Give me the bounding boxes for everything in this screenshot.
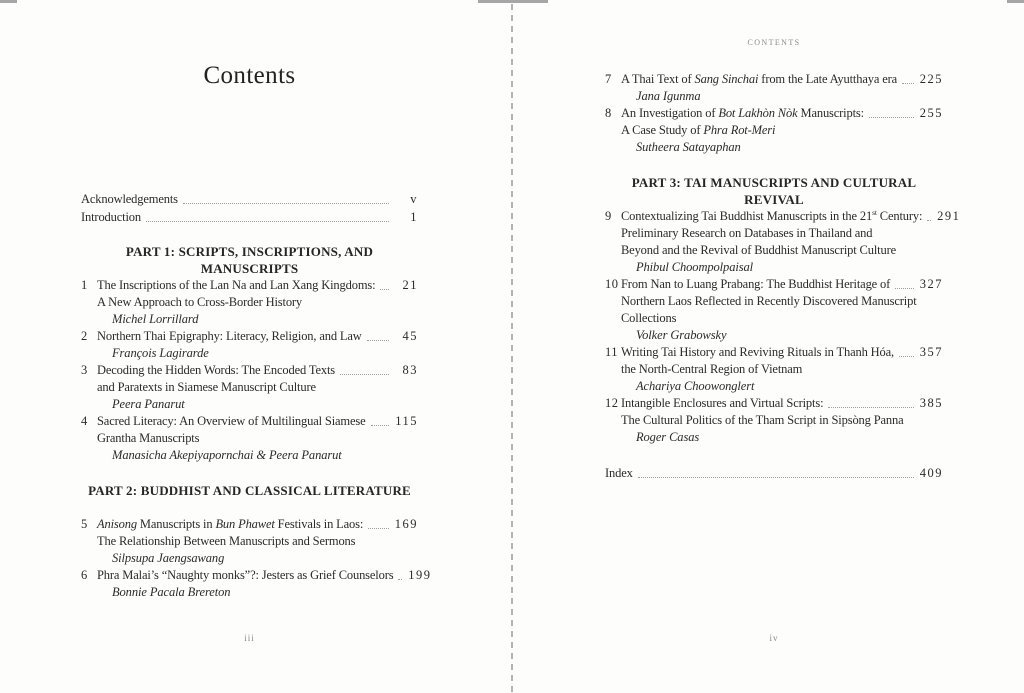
entry-number: 9 [605, 209, 612, 223]
title-text: Grantha Manuscripts [97, 431, 200, 445]
entry-number: 3 [81, 363, 88, 377]
page-number: 1 [410, 210, 418, 224]
toc-author-line [605, 327, 943, 344]
page-number: v [410, 192, 418, 206]
dotted-leader [927, 208, 931, 225]
entry-title [97, 413, 366, 430]
title-text: Northern Thai Epigraphy: Literacy, Religion, and Law [97, 329, 362, 343]
entry-number: 12 [605, 396, 619, 410]
entry-title [97, 430, 199, 447]
entry-title [621, 105, 864, 122]
title-text: A Thai Text of [621, 72, 695, 86]
toc-entry-line [605, 361, 943, 378]
dotted-leader [368, 516, 389, 533]
toc-row-label: Acknowledgements [81, 192, 178, 206]
dotted-leader [902, 71, 914, 88]
toc-entry-line [605, 105, 943, 122]
author-name: Achariya Choowonglert [636, 379, 755, 393]
page-number: 45 [402, 329, 418, 343]
italic-title-text: Bun Phawet [215, 517, 275, 531]
part3-entries [605, 207, 961, 446]
page-number: 21 [402, 278, 418, 292]
entry-number: 6 [81, 568, 88, 582]
title-text: From Nan to Luang Prabang: The Buddhist Heritage of [621, 277, 891, 291]
entry-title [621, 361, 802, 378]
toc-entry-line [605, 225, 943, 242]
dotted-leader [869, 105, 914, 122]
entry-title [97, 516, 363, 533]
entry-title [621, 276, 890, 293]
title-text: Contextualizing Tai Buddhist Manuscripts in the 21 [621, 209, 873, 223]
entry-number: 10 [605, 277, 619, 291]
entry-title [621, 412, 904, 429]
contents-title: Contents [203, 62, 296, 89]
toc-entry-line [81, 567, 432, 584]
page-number: 327 [919, 277, 943, 291]
toc-author-line [81, 584, 418, 601]
toc-author-line [605, 378, 943, 395]
toc-author-line [605, 88, 943, 105]
title-text: Preliminary Research on Databases in Thailand and [621, 226, 873, 240]
page-number: 225 [919, 72, 943, 86]
toc-entry-line [605, 344, 943, 361]
superscript-text: st [872, 207, 877, 217]
author-name: François Lagirarde [112, 346, 209, 360]
dotted-leader [183, 190, 389, 208]
author-name: Manasicha Akepiyapornchai & Peera Panarut [112, 448, 342, 462]
title-text: from the Late Ayutthaya era [758, 72, 898, 86]
left-page [81, 0, 432, 693]
toc-entry-line [81, 328, 418, 345]
entry-title [97, 328, 362, 345]
author-name: Sutheera Satayaphan [636, 140, 741, 154]
dotted-leader [638, 464, 914, 482]
title-text: Century: [876, 209, 923, 223]
toc-entry-line [605, 242, 943, 259]
entry-title [621, 122, 775, 139]
toc-author-line [81, 550, 418, 567]
entry-title [621, 310, 676, 327]
author-name: Phibul Choompolpaisal [636, 260, 754, 274]
crop-mark-top-left [0, 0, 17, 3]
running-header: CONTENTS [747, 38, 801, 47]
toc-entry-line [605, 395, 943, 412]
entry-title [97, 362, 335, 379]
page-number: 255 [919, 106, 943, 120]
dotted-leader [398, 567, 402, 584]
title-text: Collections [621, 311, 677, 325]
entry-number: 11 [605, 345, 619, 359]
entry-title [97, 379, 316, 396]
author-name: Peera Panarut [112, 397, 185, 411]
author-name: Volker Grabowsky [636, 328, 727, 342]
dotted-leader [146, 208, 389, 226]
author-name: Roger Casas [636, 430, 700, 444]
entry-title [621, 225, 872, 242]
entry-number: 5 [81, 517, 88, 531]
right-page [605, 0, 961, 693]
italic-title-text: Sang Sinchai [694, 72, 759, 86]
toc-entry-line [81, 430, 418, 447]
entry-number: 8 [605, 106, 612, 120]
title-text: Intangible Enclosures and Virtual Scripts: [621, 396, 824, 410]
entry-number: 1 [81, 278, 88, 292]
toc-author-line [81, 345, 418, 362]
dotted-leader [371, 413, 389, 430]
center-fold-line [511, 4, 513, 693]
title-text: Manuscripts in [136, 517, 216, 531]
entry-number: 2 [81, 329, 88, 343]
front-matter-list [81, 190, 418, 226]
title-text: the North-Central Region of Vietnam [621, 362, 803, 376]
left-folio: iii [244, 633, 255, 643]
crop-mark-top-center [478, 0, 548, 3]
toc-entry-line [605, 293, 943, 310]
title-text: An Investigation of [621, 106, 719, 120]
toc-row [81, 190, 418, 208]
toc-entry-line [81, 294, 418, 311]
toc-entry-line [605, 122, 943, 139]
entry-title [621, 293, 917, 310]
part2-heading: PART 2: BUDDHIST AND CLASSICAL LITERATURE [88, 483, 411, 498]
toc-author-line [605, 139, 943, 156]
italic-title-text: Phra Rot-Meri [703, 123, 776, 137]
page-number: 115 [395, 414, 418, 428]
entry-title [621, 242, 896, 259]
right-folio: iv [769, 633, 779, 643]
author-name: Jana Igunma [636, 89, 701, 103]
part1-heading: PART 1: SCRIPTS, INSCRIPTIONS, AND MANUSCRIPTS [125, 244, 374, 276]
dotted-leader [367, 328, 389, 345]
dotted-leader [380, 277, 389, 294]
author-name: Michel Lorrillard [112, 312, 199, 326]
toc-entry-line [605, 412, 943, 429]
dotted-leader [899, 344, 914, 361]
part3-heading: PART 3: TAI MANUSCRIPTS AND CULTURAL REVIVAL [631, 175, 917, 207]
toc-entry-line [605, 310, 943, 327]
part2-continued-entries [605, 71, 943, 156]
author-name: Bonnie Pacala Brereton [112, 585, 231, 599]
toc-entry-line [81, 516, 418, 533]
dotted-leader [895, 276, 914, 293]
toc-entry-line [605, 276, 943, 293]
title-text: Writing Tai History and Reviving Rituals in Thanh Hóa, [621, 345, 895, 359]
entry-title [97, 294, 302, 311]
entry-title [97, 533, 355, 550]
toc-author-line [81, 447, 418, 464]
toc-author-line [605, 429, 943, 446]
toc-entry-line [605, 207, 961, 225]
title-text: Beyond and the Revival of Buddhist Manuscript Culture [621, 243, 896, 257]
toc-row-label: Index [605, 466, 633, 480]
title-text: The Relationship Between Manuscripts and Sermons [97, 534, 356, 548]
page-number: 385 [919, 396, 943, 410]
dotted-leader [828, 395, 914, 412]
toc-author-line [81, 311, 418, 328]
author-name: Silpsupa Jaengsawang [112, 551, 225, 565]
entry-title [97, 567, 393, 584]
title-text: Festivals in Laos: [274, 517, 364, 531]
entry-title [621, 208, 922, 225]
part2-entries [81, 516, 432, 601]
page-number: 169 [394, 517, 418, 531]
page-number: 199 [408, 568, 432, 582]
page-number: 83 [402, 363, 418, 377]
dotted-leader [340, 362, 389, 379]
title-text: The Inscriptions of the Lan Na and Lan Xang Kingdoms: [97, 278, 376, 292]
page-number: 291 [937, 209, 961, 223]
title-text: Manuscripts: [797, 106, 864, 120]
page-number: 409 [919, 466, 943, 480]
entry-number: 7 [605, 72, 612, 86]
crop-mark-top-right [1007, 0, 1024, 3]
toc-entry-line [81, 379, 418, 396]
toc-row [605, 464, 943, 482]
title-text: A Case Study of [621, 123, 704, 137]
entry-title [621, 395, 823, 412]
toc-author-line [605, 259, 943, 276]
title-text: Northern Laos Reflected in Recently Discovered Manuscript [621, 294, 917, 308]
toc-row [81, 208, 418, 226]
entry-title [621, 71, 897, 88]
toc-entry-line [81, 533, 418, 550]
entry-title [621, 344, 894, 361]
title-text: Decoding the Hidden Words: The Encoded Texts [97, 363, 335, 377]
entry-title [97, 277, 375, 294]
title-text: A New Approach to Cross-Border History [97, 295, 303, 309]
title-text: Sacred Literacy: An Overview of Multilingual Siamese [97, 414, 366, 428]
toc-entry-line [81, 277, 418, 294]
italic-title-text: Anisong [97, 517, 137, 531]
italic-title-text: Bot Lakhòn Nòk [718, 106, 798, 120]
title-text: The Cultural Politics of the Tham Script in Sipsòng Panna [621, 413, 904, 427]
part1-entries [81, 277, 418, 464]
toc-row-label: Introduction [81, 210, 141, 224]
toc-author-line [81, 396, 418, 413]
toc-entry-line [605, 71, 943, 88]
entry-number: 4 [81, 414, 88, 428]
toc-entry-line [81, 413, 418, 430]
title-text: Phra Malai’s “Naughty monks”?: Jesters as Grief Counselors [97, 568, 394, 582]
index-list [605, 464, 943, 482]
title-text: and Paratexts in Siamese Manuscript Culture [97, 380, 316, 394]
page-number: 357 [919, 345, 943, 359]
toc-entry-line [81, 362, 418, 379]
